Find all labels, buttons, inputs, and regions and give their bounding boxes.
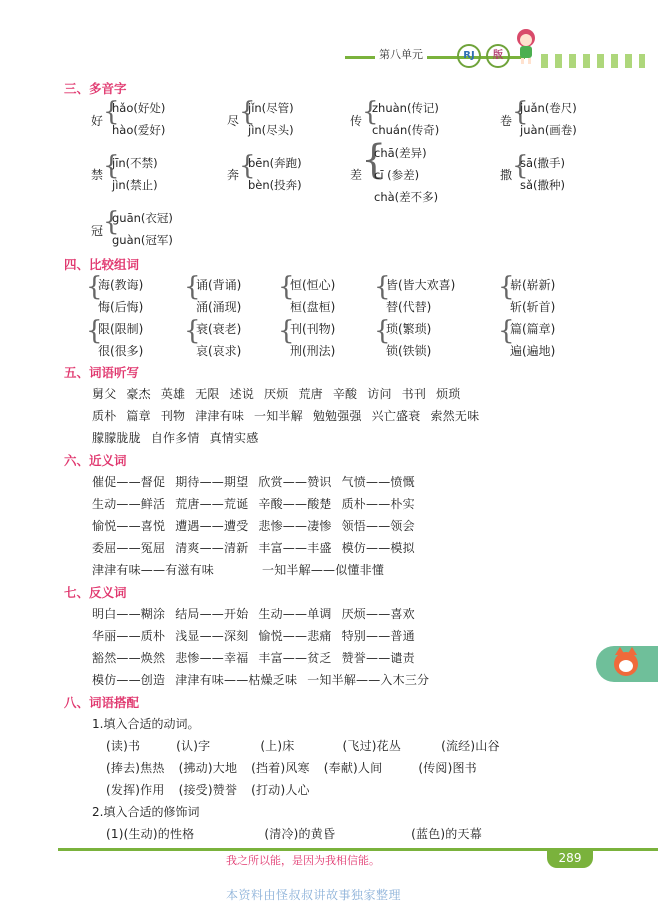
word-item: 模仿——模拟 (341, 541, 415, 555)
word-item: 质朴——朴实 (341, 497, 415, 511)
duoyin-reading: jìn(尽头) (248, 123, 294, 137)
word-item: 索然无味 (430, 409, 480, 423)
duoyin-reading: chuán(传奇) (372, 123, 440, 137)
edition-badge-rj: RJ (457, 44, 481, 68)
dapei-row (106, 759, 487, 776)
section-bijiao-title: 四、比较组词 (64, 257, 140, 272)
word-item: 模仿——创造 (92, 673, 166, 687)
bijiao-word: 限(限制) (98, 322, 144, 336)
word-item: (拂动)大地 (178, 761, 238, 775)
fanyi-row (92, 627, 425, 644)
word-item: 催促——督促 (92, 475, 166, 489)
bijiao-word: 锁(铁锁) (386, 344, 432, 358)
bijiao-word: 刊(刊物) (290, 322, 336, 336)
bijiao-word: 诵(背诵) (196, 278, 242, 292)
word-item: 愉悦——悲痛 (258, 629, 332, 643)
brace: { (512, 97, 529, 127)
word-item: (捧去)焦热 (106, 761, 165, 775)
duoyin-reading: juàn(画卷) (520, 123, 577, 137)
bijiao-word: 悔(后悔) (98, 300, 144, 314)
bijiao-word: 桓(盘桓) (290, 300, 336, 314)
duoyin-reading: hǎo(好处) (112, 101, 166, 115)
word-item: 浅显——深刻 (175, 629, 249, 643)
brace: { (362, 97, 379, 127)
word-item: (接受)赞誉 (178, 783, 238, 797)
word-item: (读)书 (106, 739, 141, 753)
fox-mascot-icon (614, 652, 638, 676)
brace: { (498, 272, 515, 302)
word-item: 津津有味——有滋有味 (92, 563, 215, 577)
duoyin-char: 传 (350, 114, 363, 128)
brace: { (278, 316, 295, 346)
fanyi-row (92, 605, 425, 622)
word-item: 悲惨——凄惨 (258, 519, 332, 533)
duoyin-reading: jǐn(尽管) (248, 101, 294, 115)
word-item: (打动)人心 (251, 783, 310, 797)
word-item: 丰富——贫乏 (258, 651, 332, 665)
word-item: 真情实感 (209, 431, 259, 445)
word-item: 一知半解——似懂非懂 (262, 563, 385, 577)
word-item: 明白——糊涂 (92, 607, 166, 621)
duoyin-reading: jìn(禁止) (112, 178, 158, 192)
word-item: 华丽——质朴 (92, 629, 166, 643)
bijiao-word: 哀(哀求) (196, 344, 242, 358)
word-item: (认)字 (176, 739, 211, 753)
word-item: 津津有味——枯燥乏味 (175, 673, 298, 687)
section-tingxie-title: 五、词语听写 (64, 365, 140, 380)
word-item: 勉勉强强 (312, 409, 362, 423)
duoyin-char: 卷 (500, 114, 513, 128)
duoyin-reading: bēn(奔跑) (248, 156, 302, 170)
word-item: 刊物 (160, 409, 186, 423)
duoyin-char: 好 (91, 114, 104, 128)
word-item: 访问 (367, 387, 392, 401)
word-item: 结局——开始 (175, 607, 249, 621)
tingxie-row (92, 385, 470, 402)
word-item: 述说 (229, 387, 255, 401)
word-item: 自作多情 (150, 431, 200, 445)
word-item: (传阅)图书 (418, 761, 477, 775)
brace: { (512, 151, 529, 181)
word-item: (流经)山谷 (441, 739, 500, 753)
word-item: 辛酸 (332, 387, 358, 401)
dapei-row (106, 781, 320, 798)
brace: { (361, 137, 387, 183)
bijiao-word: 刑(刑法) (290, 344, 336, 358)
word-item: 豪杰 (126, 387, 151, 401)
word-item: 悲惨——幸福 (175, 651, 249, 665)
brace: { (239, 97, 256, 127)
word-item: 英雄 (160, 387, 186, 401)
bijiao-word: 崭(崭新) (510, 278, 556, 292)
word-item: 丰富——丰盛 (258, 541, 332, 555)
word-item: 一知半解 (254, 409, 303, 423)
word-item: 烦琐 (436, 387, 461, 401)
section-dapei-title: 八、词语搭配 (64, 695, 140, 710)
bijiao-word: 海(教诲) (98, 278, 144, 292)
jinyi-row (92, 473, 425, 490)
word-item: 生动——鲜活 (92, 497, 166, 511)
duoyin-reading: sǎ(撒种) (520, 178, 566, 192)
dapei-row (106, 737, 510, 754)
duoyin-char: 撒 (500, 168, 513, 182)
tingxie-row (92, 407, 489, 424)
bijiao-word: 篇(篇章) (510, 322, 556, 336)
bijiao-word: 皆(皆大欢喜) (386, 278, 456, 292)
checker-pattern (541, 54, 645, 68)
word-item: 荒唐 (298, 387, 323, 401)
word-item: (清冷)的黄昏 (264, 827, 336, 841)
section-fanyi-title: 七、反义词 (64, 585, 127, 600)
word-item: 朦朦胧胧 (92, 431, 141, 445)
jinyi-row (92, 495, 425, 512)
word-item: 委屈——冤屈 (92, 541, 166, 555)
brace: { (103, 151, 120, 181)
fanyi-row (92, 649, 425, 666)
duoyin-reading: guàn(冠军) (112, 233, 173, 247)
brace: { (374, 316, 391, 346)
word-item: 期待——期望 (175, 475, 249, 489)
bijiao-word: 很(很多) (98, 344, 144, 358)
word-item: 特别——普通 (341, 629, 415, 643)
word-item: (上)床 (260, 739, 295, 753)
word-item: 领悟——领会 (341, 519, 415, 533)
word-item: 书刊 (401, 387, 427, 401)
bijiao-word: 琐(繁琐) (386, 322, 432, 336)
word-item: 无限 (195, 387, 220, 401)
brace: { (184, 316, 201, 346)
brace: { (103, 207, 120, 237)
duoyin-reading: hào(爱好) (112, 123, 166, 137)
duoyin-char: 奔 (227, 168, 240, 182)
dapei-row (106, 825, 492, 842)
word-item: 舅父 (92, 387, 117, 401)
word-item: (蓝色)的天幕 (411, 827, 482, 841)
word-item: (发挥)作用 (106, 783, 165, 797)
word-item: 愉悦——喜悦 (92, 519, 166, 533)
word-item: 兴亡盛衰 (371, 409, 421, 423)
word-item: 厌烦 (264, 387, 289, 401)
fanyi-row (92, 671, 439, 688)
duoyin-reading: jīn(不禁) (112, 156, 158, 170)
word-item: (挡着)风寒 (251, 761, 310, 775)
tingxie-row (92, 429, 268, 446)
watermark-text: 本资料由怪叔叔讲故事独家整理 (226, 888, 402, 902)
unit-header (345, 40, 645, 70)
bijiao-word: 恒(恒心) (290, 278, 336, 292)
word-item: 津津有味 (195, 409, 245, 423)
duoyin-reading: juǎn(卷尺) (520, 101, 577, 115)
duoyin-char: 差 (350, 168, 363, 182)
duoyin-reading: guān(衣冠) (112, 211, 173, 225)
section-jinyi-title: 六、近义词 (64, 453, 127, 468)
jinyi-row (92, 561, 394, 578)
unit-title: 第八单元 (375, 46, 427, 62)
bijiao-word: 涌(涌现) (196, 300, 242, 314)
word-item: 厌烦——喜欢 (341, 607, 415, 621)
duoyin-reading: zhuàn(传记) (372, 101, 439, 115)
duoyin-char: 禁 (91, 168, 104, 182)
dapei-question-1: 1.填入合适的动词。 (92, 717, 200, 731)
duoyin-reading: cī (参差) (374, 168, 420, 182)
page-number: 289 (547, 848, 593, 868)
brace: { (278, 272, 295, 302)
brace: { (184, 272, 201, 302)
brace: { (239, 151, 256, 181)
word-item: 质朴 (92, 409, 117, 423)
section-duoyinzi-title: 三、多音字 (64, 81, 127, 96)
word-item: 一知半解——入木三分 (307, 673, 430, 687)
word-item: 生动——单调 (258, 607, 332, 621)
duoyin-char: 冠 (91, 224, 104, 238)
duoyin-reading: chà(差不多) (374, 190, 439, 204)
brace: { (374, 272, 391, 302)
cartoon-girl-icon (511, 26, 541, 66)
duoyin-reading: sā(撒手) (520, 156, 566, 170)
word-item: 遭遇——遭受 (175, 519, 249, 533)
word-item: (1)(生动)的性格 (106, 827, 195, 841)
brace: { (103, 97, 120, 127)
word-item: 篇章 (126, 409, 151, 423)
jinyi-row (92, 539, 425, 556)
word-item: (奉献)人间 (323, 761, 383, 775)
word-item: 欣赏——赞识 (258, 475, 332, 489)
bijiao-word: 衰(衰老) (196, 322, 242, 336)
duoyin-char: 尽 (227, 114, 240, 128)
duoyin-reading: chā(差异) (374, 146, 427, 160)
duoyin-reading: bèn(投奔) (248, 178, 302, 192)
jinyi-row (92, 517, 425, 534)
word-item: 辛酸——酸楚 (258, 497, 332, 511)
dapei-question-2: 2.填入合适的修饰词 (92, 805, 200, 819)
word-item: 气愤——愤慨 (341, 475, 415, 489)
bijiao-word: 遍(遍地) (510, 344, 556, 358)
word-item: 荒唐——荒诞 (175, 497, 249, 511)
brace: { (498, 316, 515, 346)
word-item: 清爽——清新 (175, 541, 249, 555)
word-item: (飞过)花丛 (342, 739, 402, 753)
brace: { (86, 272, 103, 302)
footer-motto: 我之所以能，是因为我相信能。 (226, 854, 380, 867)
word-item: 赞誉——谴责 (341, 651, 415, 665)
bijiao-word: 斩(斩首) (510, 300, 556, 314)
word-item: 豁然——焕然 (92, 651, 166, 665)
edition-badge-ban: 版 (486, 44, 510, 68)
bijiao-word: 替(代替) (386, 300, 432, 314)
brace: { (86, 316, 103, 346)
